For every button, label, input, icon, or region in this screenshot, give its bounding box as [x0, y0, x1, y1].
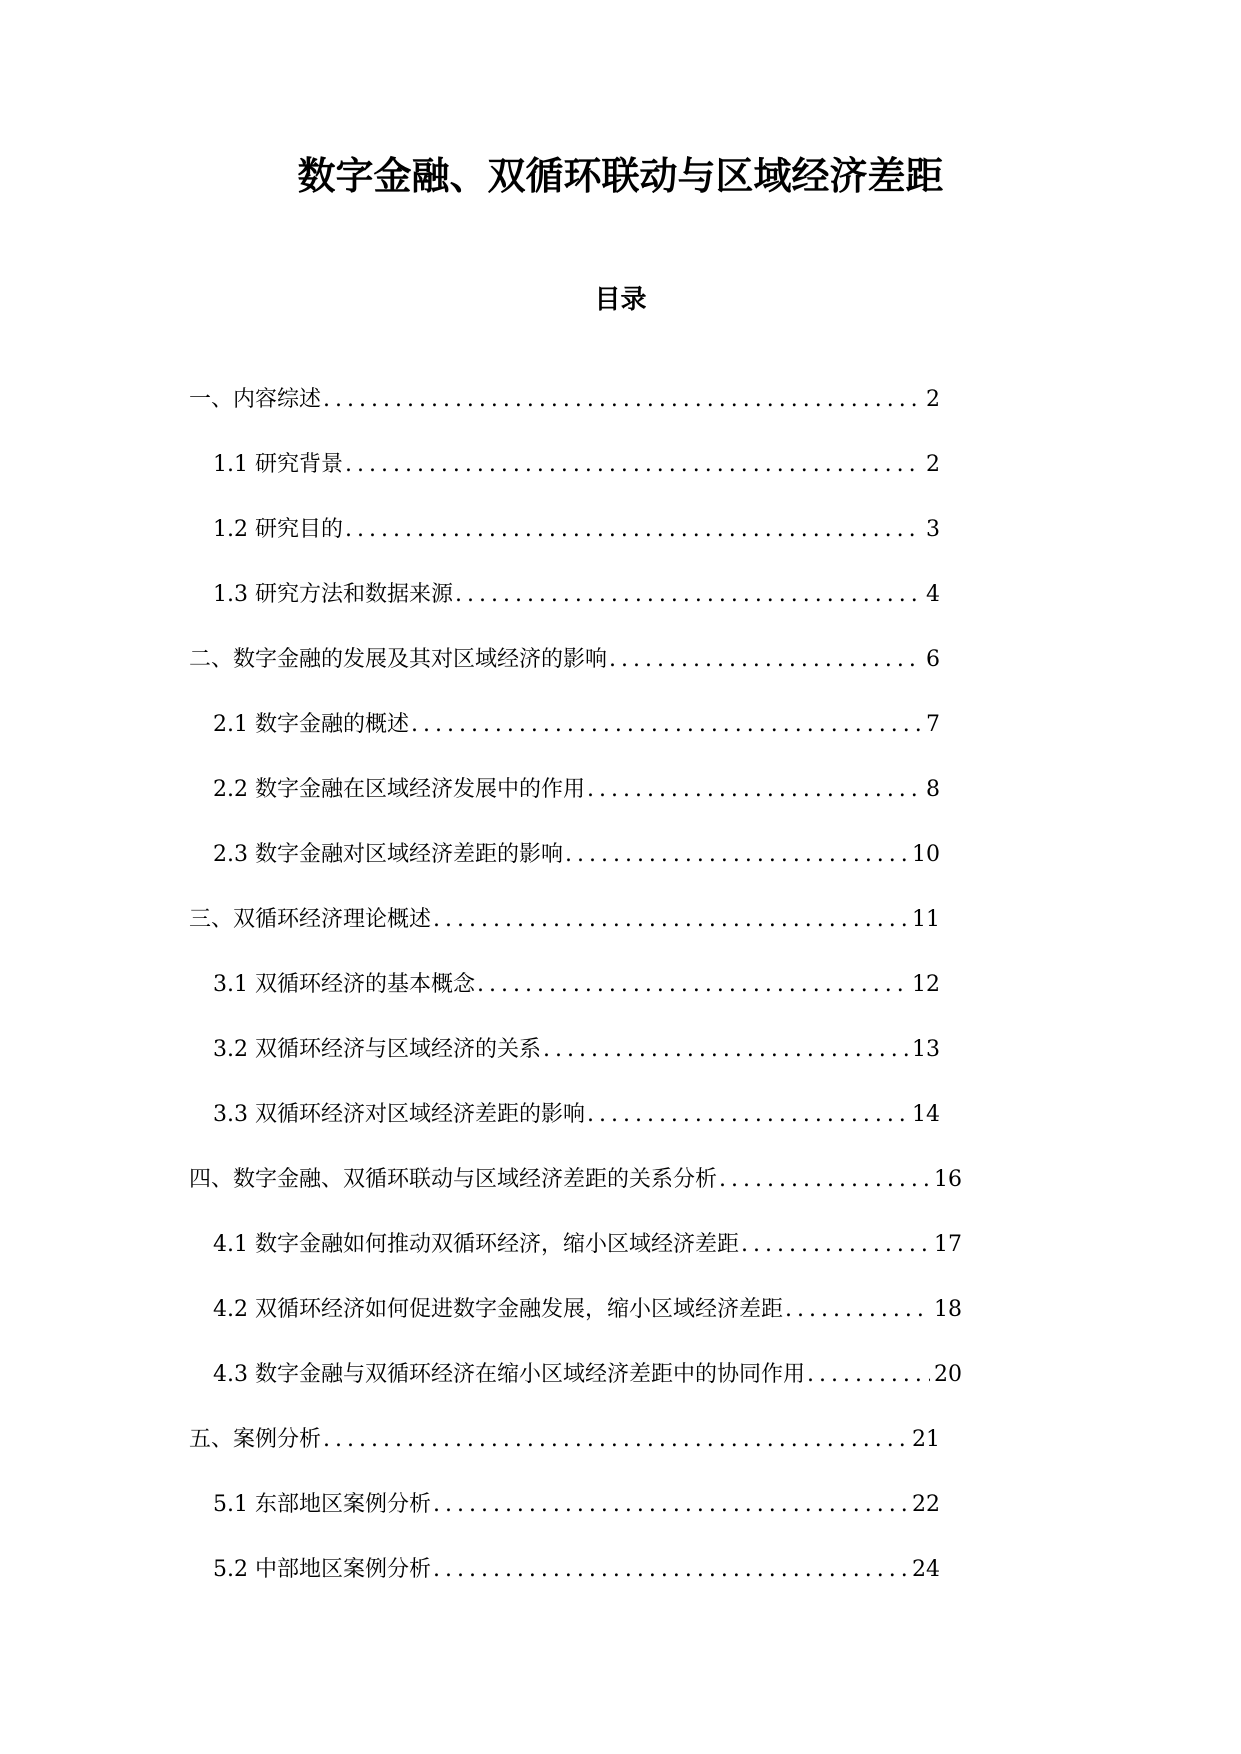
- toc-dot-leader: [323, 385, 922, 415]
- toc-entry-label: 三、双循环经济理论概述: [189, 907, 432, 932]
- toc-entry-label: 5.1 东部地区案例分析: [213, 1492, 431, 1517]
- toc-entry-page: 8: [926, 777, 940, 802]
- toc-entry-section-1-1[interactable]: [0, 450, 940, 515]
- toc-dot-leader: [543, 1035, 908, 1065]
- toc-entry-label: 2.3 数字金融对区域经济差距的影响: [213, 842, 563, 867]
- toc-entry-page: 18: [934, 1297, 962, 1322]
- toc-dot-leader: [345, 450, 922, 480]
- toc-entry-label: 2.2 数字金融在区域经济发展中的作用: [213, 777, 585, 802]
- toc-entry-section-4-1[interactable]: [0, 1230, 962, 1295]
- toc-entry-chapter-5[interactable]: [0, 1425, 940, 1490]
- toc-dot-leader: [565, 840, 908, 870]
- toc-dot-leader: [433, 1490, 908, 1520]
- toc-entry-section-1-2[interactable]: [0, 515, 940, 580]
- toc-dot-leader: [609, 645, 922, 675]
- toc-entry-section-5-2[interactable]: [0, 1555, 940, 1620]
- toc-entry-page: 2: [926, 452, 940, 477]
- toc-entry-page: 6: [926, 647, 940, 672]
- toc-entry-page: 24: [912, 1557, 940, 1582]
- toc-entry-chapter-4[interactable]: [0, 1165, 962, 1230]
- toc-entry-page: 17: [934, 1232, 962, 1257]
- toc-entry-page: 12: [912, 972, 940, 997]
- toc-dot-leader: [719, 1165, 930, 1195]
- toc-entry-label: 4.1 数字金融如何推动双循环经济，缩小区域经济差距: [213, 1232, 739, 1257]
- table-of-contents: [0, 385, 1241, 1620]
- toc-entry-label: 五、案例分析: [189, 1427, 322, 1452]
- toc-entry-chapter-2[interactable]: [0, 645, 940, 710]
- toc-entry-page: 3: [926, 517, 940, 542]
- toc-entry-label: 1.1 研究背景: [213, 452, 343, 477]
- toc-entry-label: 3.3 双循环经济对区域经济差距的影响: [213, 1102, 585, 1127]
- toc-entry-page: 22: [912, 1492, 940, 1517]
- toc-dot-leader: [411, 710, 922, 740]
- toc-entry-page: 2: [926, 387, 940, 412]
- toc-entry-label: 4.3 数字金融与双循环经济在缩小区域经济差距中的协同作用: [213, 1362, 805, 1387]
- toc-dot-leader: [433, 905, 908, 935]
- toc-dot-leader: [741, 1230, 930, 1260]
- toc-entry-label: 4.2 双循环经济如何促进数字金融发展，缩小区域经济差距: [213, 1297, 783, 1322]
- toc-entry-page: 11: [912, 907, 940, 932]
- toc-entry-section-4-3[interactable]: [0, 1360, 962, 1425]
- toc-dot-leader: [785, 1295, 930, 1325]
- toc-entry-section-5-1[interactable]: [0, 1490, 940, 1555]
- toc-entry-label: 一、内容综述: [189, 387, 322, 412]
- toc-entry-chapter-1[interactable]: [0, 385, 940, 450]
- toc-entry-section-3-2[interactable]: [0, 1035, 940, 1100]
- document-title: 数字金融、双循环联动与区域经济差距: [297, 154, 944, 198]
- toc-entry-page: 7: [926, 712, 940, 737]
- toc-entry-section-2-2[interactable]: [0, 775, 940, 840]
- toc-entry-label: 3.2 双循环经济与区域经济的关系: [213, 1037, 541, 1062]
- toc-entry-label: 5.2 中部地区案例分析: [213, 1557, 431, 1582]
- toc-entry-label: 3.1 双循环经济的基本概念: [213, 972, 475, 997]
- toc-entry-section-4-2[interactable]: [0, 1295, 962, 1360]
- toc-entry-section-3-1[interactable]: [0, 970, 940, 1035]
- toc-dot-leader: [587, 775, 922, 805]
- toc-dot-leader: [323, 1425, 908, 1455]
- toc-dot-leader: [807, 1360, 930, 1390]
- toc-entry-page: 20: [934, 1362, 962, 1387]
- toc-entry-label: 1.3 研究方法和数据来源: [213, 582, 453, 607]
- toc-entry-page: 13: [912, 1037, 940, 1062]
- toc-entry-chapter-3[interactable]: [0, 905, 940, 970]
- toc-dot-leader: [587, 1100, 908, 1130]
- toc-entry-page: 16: [934, 1167, 962, 1192]
- toc-entry-page: 14: [912, 1102, 940, 1127]
- toc-entry-section-1-3[interactable]: [0, 580, 940, 645]
- toc-dot-leader: [477, 970, 908, 1000]
- toc-entry-section-2-1[interactable]: [0, 710, 940, 775]
- toc-entry-page: 4: [926, 582, 940, 607]
- toc-entry-label: 四、数字金融、双循环联动与区域经济差距的关系分析: [189, 1167, 718, 1192]
- toc-entry-page: 21: [912, 1427, 940, 1452]
- toc-dot-leader: [433, 1555, 908, 1585]
- toc-dot-leader: [345, 515, 922, 545]
- toc-entry-label: 1.2 研究目的: [213, 517, 343, 542]
- toc-dot-leader: [455, 580, 922, 610]
- toc-entry-section-3-3[interactable]: [0, 1100, 940, 1165]
- toc-entry-page: 10: [912, 842, 940, 867]
- toc-heading: 目录: [594, 285, 647, 315]
- toc-entry-label: 二、数字金融的发展及其对区域经济的影响: [189, 647, 608, 672]
- toc-entry-label: 2.1 数字金融的概述: [213, 712, 409, 737]
- toc-entry-section-2-3[interactable]: [0, 840, 940, 905]
